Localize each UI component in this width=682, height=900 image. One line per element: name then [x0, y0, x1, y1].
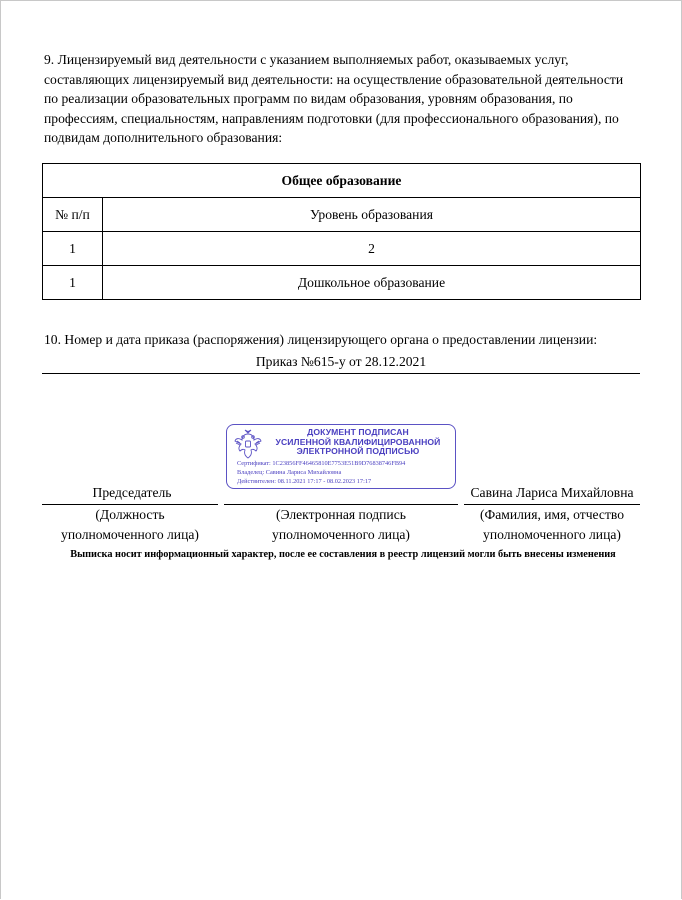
order-number: Приказ №615-у от 28.12.2021: [42, 352, 640, 374]
table-header-row: [43, 164, 641, 198]
caption-line: (Фамилия, имя, отчество: [479, 507, 625, 522]
table-columns-row: [43, 198, 641, 232]
table-cell: 1: [43, 266, 103, 300]
table-row: [43, 266, 641, 300]
education-table: [42, 163, 641, 300]
caption-line: уполномоченного лица): [61, 526, 199, 542]
table-group-header: Общее образование: [43, 164, 641, 198]
stamp-certificate: Сертификат: 1C23856FF46465810E7753E51B9D76838746FB94: [237, 460, 406, 467]
disclaimer-note: Выписка носит информационный характер, после ее составления в реестр лицензий могли быть внесены изменения: [70, 549, 616, 560]
signatory-name: Савина Лариса Михайловна: [470, 485, 634, 500]
position-caption: [42, 505, 218, 544]
section-9-line: подвидам дополнительного образования:: [44, 130, 283, 145]
stamp-owner: Владелец: Савина Лариса Михайловна: [237, 469, 342, 476]
section-9-line: 9. Лицензируемый вид деятельности с указанием выполняемых работ, оказываемых услуг,: [44, 52, 569, 67]
name-caption: [464, 505, 640, 544]
stamp-title: [263, 428, 453, 457]
column-header-level: Уровень образования: [103, 198, 641, 232]
caption-line: уполномоченного лица): [483, 526, 621, 542]
table-cell: 1: [43, 232, 103, 266]
stamp-title-line: ДОКУМЕНТ ПОДПИСАН: [307, 427, 409, 437]
signature-caption: [224, 505, 458, 544]
signatory-position: Председатель: [92, 485, 172, 500]
table-cell: 2: [103, 232, 641, 266]
section-9-line: составляющих лицензируемый вид деятельности: на осуществление образовательной деятельности: [44, 71, 624, 87]
stamp-title-line: ЭЛЕКТРОННОЙ ПОДПИСЬЮ: [296, 446, 420, 457]
stamp-title-line: УСИЛЕННОЙ КВАЛИФИЦИРОВАННОЙ: [275, 436, 441, 447]
caption-line: уполномоченного лица): [272, 526, 410, 542]
coat-of-arms-icon: [233, 428, 263, 460]
section-9-line: профессиям, специальностям, направлениям подготовки (для профессионального образования), по: [44, 110, 619, 126]
table-cell: Дошкольное образование: [103, 266, 641, 300]
column-header-number: № п/п: [43, 198, 103, 232]
caption-line: (Должность: [95, 507, 165, 522]
section-10-text: 10. Номер и дата приказа (распоряжения) лицензирующего органа о предоставлении лицензии:: [44, 332, 598, 347]
table-row: [43, 232, 641, 266]
section-9-text: [44, 50, 644, 148]
electronic-signature-stamp: [226, 424, 456, 489]
section-9-line: по реализации образовательных программ по видам образования, уровням образования, по: [44, 91, 573, 106]
stamp-validity: Действителен: 08.11.2021 17:17 - 08.02.2023 17:17: [237, 478, 372, 485]
caption-line: (Электронная подпись: [276, 507, 406, 522]
